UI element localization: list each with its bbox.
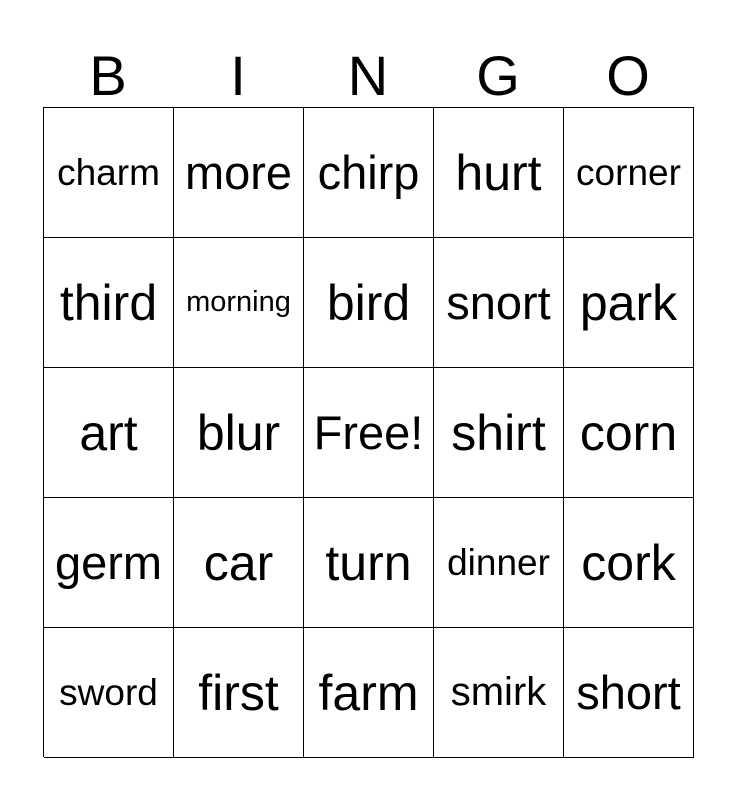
bingo-cell: dinner: [434, 498, 564, 628]
bingo-cell: germ: [44, 498, 174, 628]
bingo-cell: short: [564, 628, 694, 758]
header-letter-g: G: [476, 44, 520, 107]
bingo-cell: first: [174, 628, 304, 758]
bingo-cell: corner: [564, 108, 694, 238]
header-letter-i: I: [230, 44, 246, 107]
bingo-cell: art: [44, 368, 174, 498]
bingo-cell: farm: [304, 628, 434, 758]
bingo-cell: third: [44, 238, 174, 368]
header-letter-b: B: [89, 44, 127, 107]
free-space-cell: Free!: [304, 368, 434, 498]
bingo-cell: corn: [564, 368, 694, 498]
header-letter-o: O: [606, 44, 650, 107]
bingo-header: [43, 44, 693, 108]
bingo-cell: morning: [174, 238, 304, 368]
bingo-cell: snort: [434, 238, 564, 368]
bingo-cell: charm: [44, 108, 174, 238]
bingo-cell: park: [564, 238, 694, 368]
bingo-cell: shirt: [434, 368, 564, 498]
header-letter-n: N: [347, 44, 389, 107]
bingo-cell: turn: [304, 498, 434, 628]
bingo-cell: sword: [44, 628, 174, 758]
bingo-cell: blur: [174, 368, 304, 498]
bingo-cell: more: [174, 108, 304, 238]
bingo-cell: car: [174, 498, 304, 628]
bingo-cell: cork: [564, 498, 694, 628]
bingo-cell: chirp: [304, 108, 434, 238]
bingo-cell: smirk: [434, 628, 564, 758]
bingo-board: [43, 107, 694, 757]
bingo-cell: hurt: [434, 108, 564, 238]
bingo-cell: bird: [304, 238, 434, 368]
